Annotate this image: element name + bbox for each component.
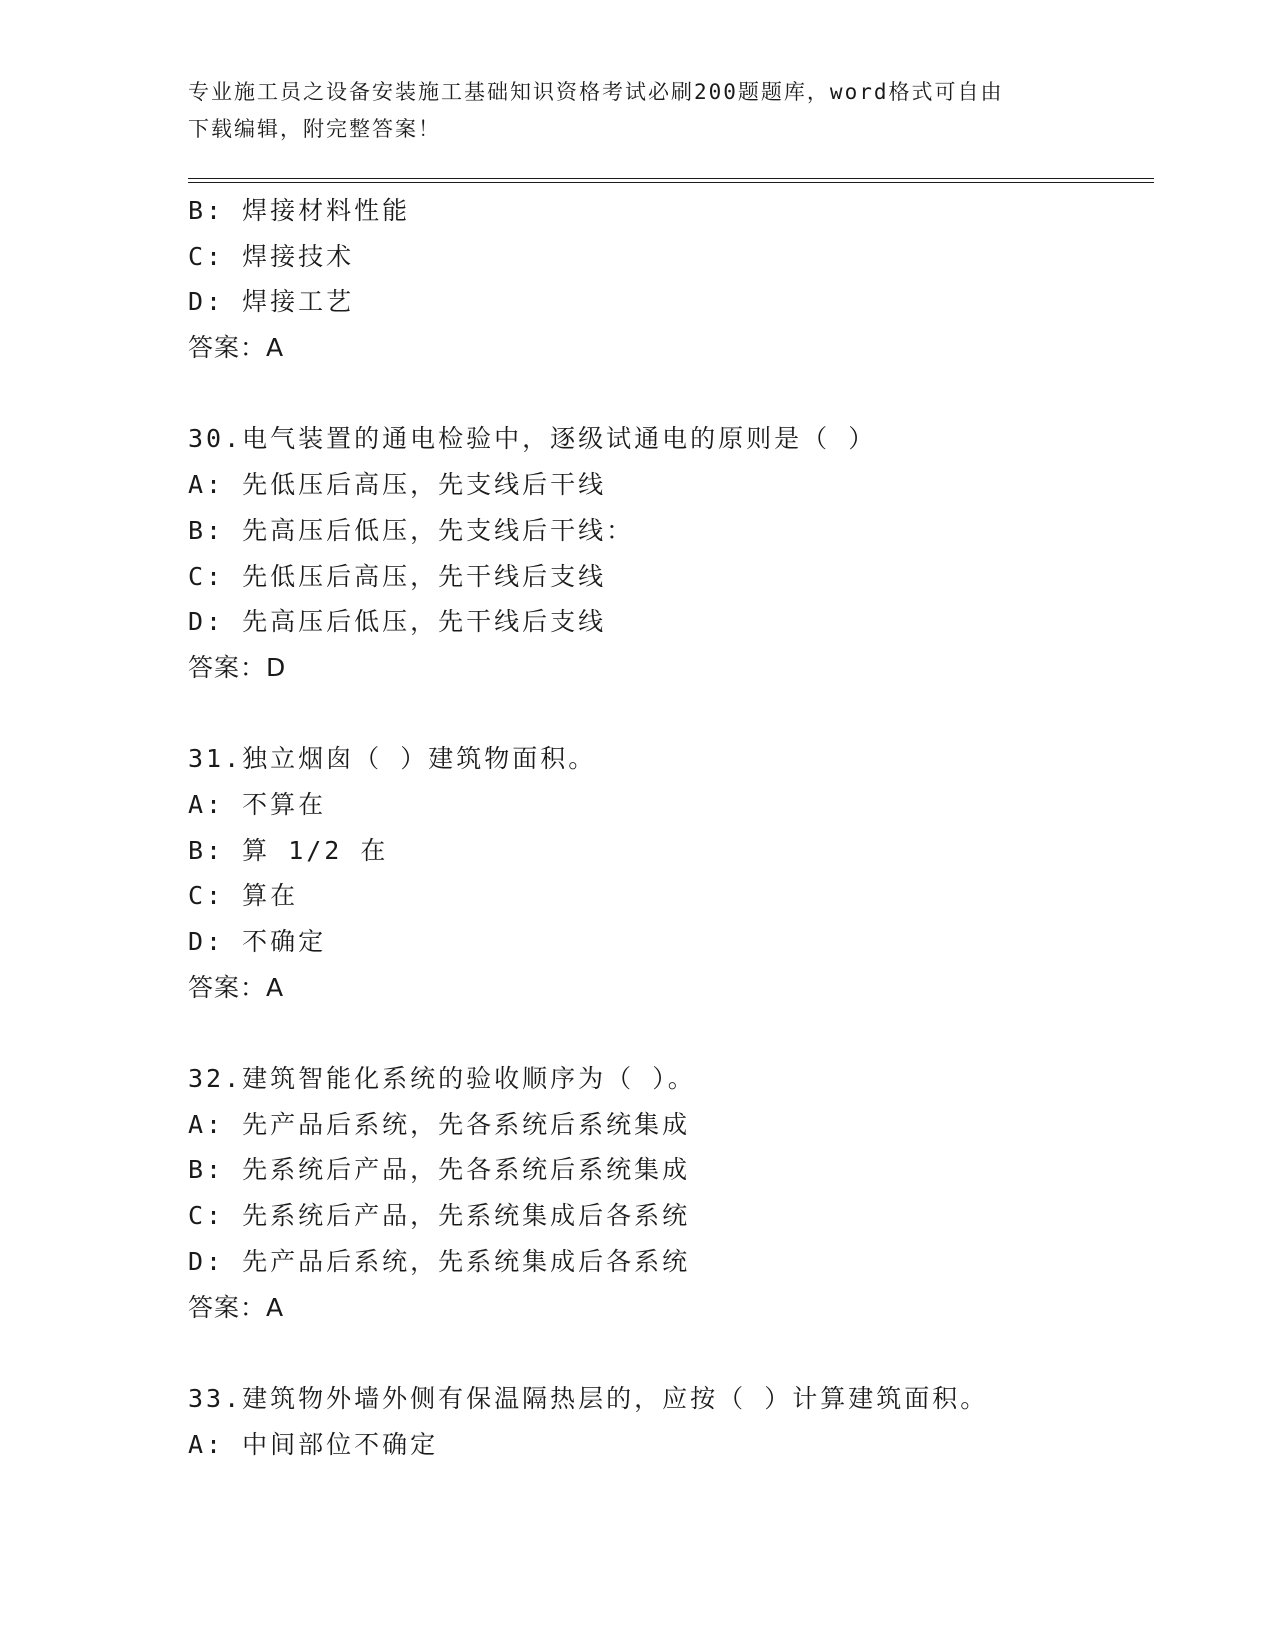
answer-label: 答案：A xyxy=(188,1292,285,1322)
header-line-1: 专业施工员之设备安装施工基础知识资格考试必刷200题题库，word格式可自由 xyxy=(188,80,1004,104)
header-line-2: 下载编辑，附完整答案！ xyxy=(188,117,441,141)
option-d: D: 先产品后系统，先系统集成后各系统 xyxy=(188,1246,691,1276)
question-block-33 xyxy=(188,1376,1154,1467)
option-c: C: 先系统后产品，先系统集成后各系统 xyxy=(188,1201,691,1231)
question-text: 33.建筑物外墙外侧有保温隔热层的，应按（ ）计算建筑面积。 xyxy=(188,1383,989,1413)
answer-label: 答案：D xyxy=(188,652,287,682)
question-block-29 xyxy=(188,188,1154,371)
option-d: D: 焊接工艺 xyxy=(188,287,355,317)
option-c: C: 算在 xyxy=(188,881,299,911)
option-b: B: 焊接材料性能 xyxy=(188,196,411,225)
answer-label: 答案：A xyxy=(188,333,285,363)
option-c: C: 先低压后高压，先干线后支线 xyxy=(188,561,607,591)
option-b: B: 先高压后低压，先支线后干线： xyxy=(188,515,635,545)
question-text: 32.建筑智能化系统的验收顺序为（ ）。 xyxy=(188,1064,696,1094)
question-text: 31.独立烟囱（ ）建筑物面积。 xyxy=(188,744,597,774)
option-d: D: 先高压后低压，先干线后支线 xyxy=(188,607,607,637)
header-divider xyxy=(188,178,1154,183)
spacer xyxy=(188,371,1154,417)
question-block-30 xyxy=(188,416,1154,690)
option-a: A: 先产品后系统，先各系统后系统集成 xyxy=(188,1109,691,1139)
spacer xyxy=(188,1330,1154,1376)
spacer xyxy=(188,691,1154,737)
question-block-32 xyxy=(188,1056,1154,1330)
option-a: A: 中间部位不确定 xyxy=(188,1429,439,1459)
option-b: B: 算 1/2 在 xyxy=(188,835,389,865)
question-block-31 xyxy=(188,736,1154,1010)
answer-label: 答案：A xyxy=(188,972,285,1002)
document-header xyxy=(188,74,1068,148)
option-b: B: 先系统后产品，先各系统后系统集成 xyxy=(188,1155,691,1185)
option-c: C: 焊接技术 xyxy=(188,241,355,271)
question-list xyxy=(188,188,1154,1467)
option-a: A: 不算在 xyxy=(188,789,327,819)
option-d: D: 不确定 xyxy=(188,927,327,956)
spacer xyxy=(188,1010,1154,1056)
question-text: 30.电气装置的通电检验中，逐级试通电的原则是（ ） xyxy=(188,424,877,454)
option-a: A: 先低压后高压，先支线后干线 xyxy=(188,470,607,500)
